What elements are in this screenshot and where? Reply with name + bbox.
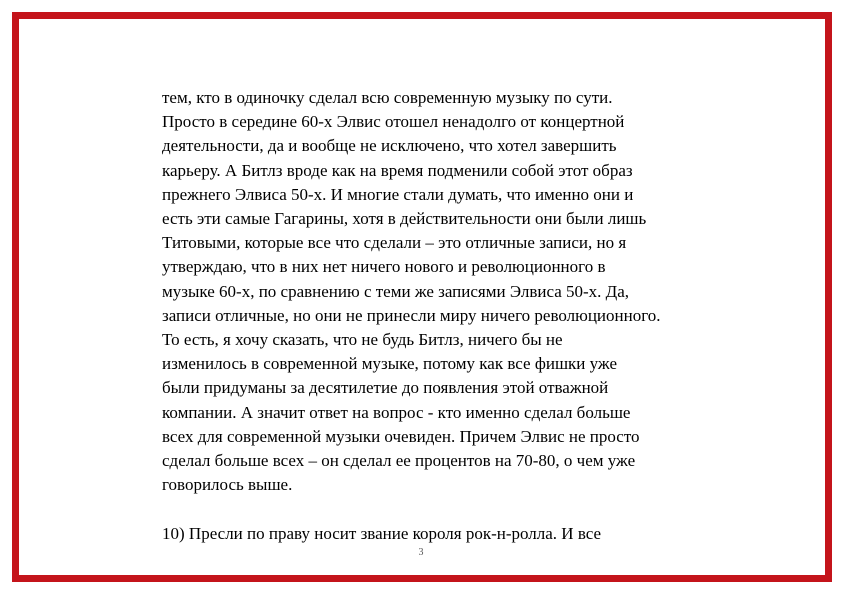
body-text	[162, 86, 762, 546]
next-paragraph-line: 10) Пресли по праву носит звание короля рок-н-ролла. И все	[162, 523, 602, 543]
text-line: сделал больше всех – он сделал ее процентов на 70-80, о чем уже	[162, 451, 636, 471]
text-line: карьеру. А Битлз вроде как на время подменили собой этот образ	[162, 160, 633, 180]
paragraph-gap	[162, 497, 762, 521]
text-line: Титовыми, которые все что сделали – это отличные записи, но я	[162, 233, 627, 253]
text-line: изменилось в современной музыке, потому как все фишки уже	[162, 354, 617, 374]
text-line: прежнего Элвиса 50-х. И многие стали думать, что именно они и	[162, 184, 634, 204]
text-line: деятельности, да и вообще не исключено, что хотел завершить	[162, 136, 617, 156]
text-line: тем, кто в одиночку сделал всю современную музыку по сути.	[162, 88, 613, 107]
text-line: всех для современной музыки очевиден. Причем Элвис не просто	[162, 426, 640, 446]
text-line: говорилось выше.	[162, 475, 293, 495]
text-line: То есть, я хочу сказать, что не будь Битлз, ничего бы не	[162, 330, 563, 350]
text-line: записи отличные, но они не принесли миру ничего революционного.	[162, 305, 661, 325]
text-line: были придуманы за десятилетие до появления этой отважной	[162, 378, 609, 398]
page-number: 3	[418, 547, 424, 558]
text-line: компании. А значит ответ на вопрос - кто именно сделал больше	[162, 402, 631, 422]
text-line: Просто в середине 60-х Элвис отошел ненадолго от концертной	[162, 112, 625, 132]
text-line: музыке 60-х, по сравнению с теми же записями Элвиса 50-х. Да,	[162, 281, 630, 301]
text-line: утверждаю, что в них нет ничего нового и революционного в	[162, 257, 606, 277]
text-line: есть эти самые Гагарины, хотя в действительности они были лишь	[162, 209, 647, 229]
